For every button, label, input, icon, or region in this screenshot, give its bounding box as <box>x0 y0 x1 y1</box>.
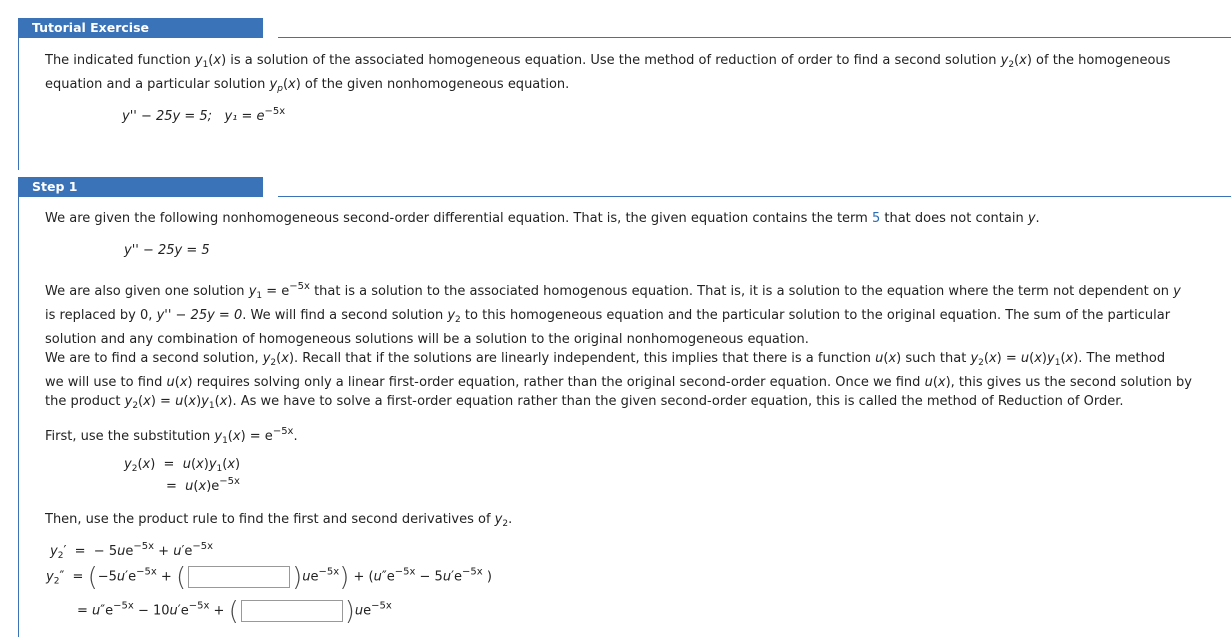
given-eq-text: y'' − 25y = 5; <box>122 109 213 124</box>
given-y1-exp: −5x <box>264 106 286 117</box>
intro-text: The indicated function <box>45 53 195 68</box>
intro-text: is a solution of the associated homogeneous equation. Use the method of reduction of order to find a second solution <box>226 53 1001 68</box>
step1-para1 <box>45 209 1201 228</box>
para-text: . <box>293 429 298 444</box>
second-derivative-eq: $y_2'' = (-5u'e^{-5x}$ + ( )$ue^{-5x}) + (u''e^{-5x} - 5u'e^{-5x}$ ) <box>46 562 492 593</box>
para-text: that is a solution to the associated homogenous equation. That is, it is a solution to the equation where the term not dependent on <box>309 284 1174 299</box>
step1-header <box>18 177 263 197</box>
para-text: We are also given one solution <box>45 284 249 299</box>
given-equation <box>122 106 285 124</box>
intro-text: equation and a particular solution <box>45 77 270 92</box>
tutorial-intro: The indicated function $y_1(x)$ is a solution of the associated homogeneous equation. Use the method of reduction of order to find a second solution $y_2(x)$ of the homogeneous equation and a particular solution $y_p(x)$ of the given nonhomogeneous equation. <box>45 53 1171 94</box>
para-text: . <box>1035 211 1040 226</box>
para-text: , this gives us the second solution by <box>950 375 1192 390</box>
para-text: We are to find a second solution, <box>45 351 263 366</box>
first-derivative-eq: $y_2'$ = − $5ue^{-5x} + u'e^{-5x}$ <box>50 541 214 561</box>
step1-eq1: y'' − 25y = 5 <box>124 243 210 258</box>
para-text: such that <box>901 351 971 366</box>
answer-input-1[interactable] <box>188 566 290 588</box>
intro-text: of the homogeneous <box>1031 53 1171 68</box>
para-text: . The method <box>1078 351 1166 366</box>
intro-text: of the given nonhomogeneous equation. <box>300 77 570 92</box>
step1-para2: We are also given one solution $y_1 = e^{-5x}$ that is a solution to the associated homogenous equation. That is, it is a solution to the equation where the term not dependent on y is replaced by 0, y'' − 25y = 0. We will find a second solution $y_2$ to this homogeneous equation and the particular solution to the original equation. The sum of the particular solution and any combination of homogeneous solutions will be a solution to the original nonhomogeneous equation. <box>45 281 1181 347</box>
para-text: requires solving only a linear first-order equation, rather than the original second-order equation. Once we find <box>192 375 925 390</box>
para-text: that does not contain <box>880 211 1028 226</box>
para-text: Then, use the product rule to find the first and second derivatives of <box>45 512 495 527</box>
para-text: . We will find a second solution <box>242 308 448 323</box>
para-var: y <box>1173 284 1181 299</box>
para-eq: y'' − 25y = 0 <box>156 308 243 323</box>
para-text: . <box>508 512 513 527</box>
step1-para5: Then, use the product rule to find the first and second derivatives of $y_2$. <box>45 512 513 529</box>
para-text: to this homogeneous equation and the particular solution to the original equation. The sum of the particular <box>460 308 1171 323</box>
para-text: we will use to find <box>45 375 167 390</box>
para-text: . As we have to solve a first-order equation rather than the given second-order equation, this is called the method of Reduction of Order. <box>232 394 1124 409</box>
para-text: We are given the following nonhomogeneous second-order differential equation. That is, the given equation contains the term <box>45 211 872 226</box>
para-text: the product <box>45 394 125 409</box>
step1-para3: We are to find a second solution, $y_2(x)$. Recall that if the solutions are linearly independent, this implies that there is a function u(x) such that $y_2(x) = u(x)y_1(x)$. The method we will use to find u(x) requires solving only a linear first-order equation, rather than the original second-order equation. Once we find u(x), this gives us the second solution by the product $y_2(x) = u(x)y_1(x)$. As we have to solve a first-order equation rather than the given second-order equation, this is called the method of Reduction of Order. <box>45 351 1192 411</box>
para-text: First, use the substitution <box>45 429 215 444</box>
answer-input-2[interactable] <box>241 600 343 622</box>
substitution-eq-line1: $y_2(x) = u(x)y_1(x)$ <box>124 457 241 474</box>
para-text: . Recall that if the solutions are linearly independent, this implies that there is a function <box>294 351 876 366</box>
step1-para4: First, use the substitution $y_1(x) = e^{-5x}$. <box>45 426 298 446</box>
tutorial-header <box>18 18 263 38</box>
highlighted-term: 5 <box>871 211 881 226</box>
para-var: y <box>1027 211 1036 226</box>
step1-header-label: Step 1 <box>18 177 263 197</box>
para-text: is replaced by 0, <box>45 308 157 323</box>
substitution-eq-line2: = $u(x)e^{-5x}$ <box>166 476 240 494</box>
tutorial-header-label: Tutorial Exercise <box>18 18 263 38</box>
second-derivative-simplified-eq: = $u''e^{-5x} - 10u'e^{-5x}$ + ( )$ue^{-5x}$ <box>77 596 392 627</box>
given-y1: y₁ = e <box>224 109 265 124</box>
para-text: solution and any combination of homogeneous solutions will be a solution to the original nonhomogeneous equation. <box>45 332 809 347</box>
